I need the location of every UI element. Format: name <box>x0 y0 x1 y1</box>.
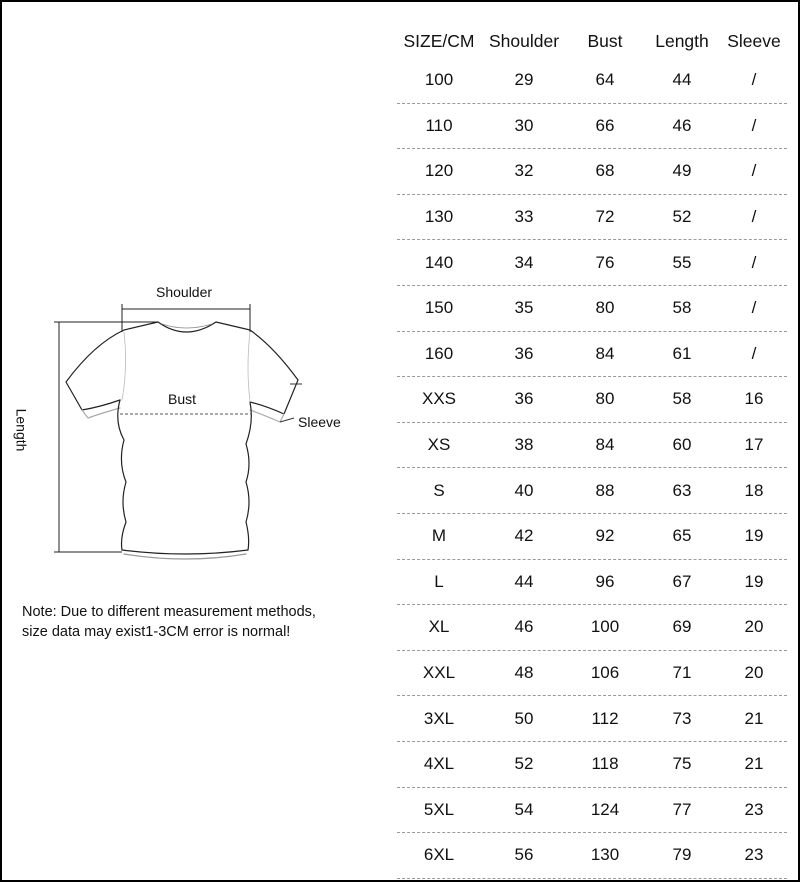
table-row <box>397 104 787 150</box>
cell-size: XS <box>427 435 451 455</box>
cell-length: 46 <box>672 115 692 135</box>
cell-sleeve: / <box>751 70 757 90</box>
cell-sleeve: 16 <box>744 389 764 409</box>
cell-length: 60 <box>672 435 692 455</box>
shoulder-label: Shoulder <box>156 284 213 300</box>
cell-size: 6XL <box>423 845 455 865</box>
table-row <box>397 833 787 879</box>
column-header-sleeve: Sleeve <box>727 30 781 51</box>
note-line-2: size data may exist1-3CM error is normal! <box>22 624 291 640</box>
cell-bust: 80 <box>595 389 615 409</box>
tshirt-measurement-diagram <box>2 272 382 572</box>
cell-length: 58 <box>672 389 692 409</box>
cell-bust: 84 <box>595 435 615 455</box>
cell-size: 130 <box>424 207 454 227</box>
table-row <box>397 240 787 286</box>
cell-length: 63 <box>672 480 692 500</box>
note-line-1: Note: Due to different measurement methods, <box>22 604 316 620</box>
cell-length: 69 <box>672 617 692 637</box>
cell-size: 5XL <box>423 799 455 819</box>
table-row <box>397 286 787 332</box>
cell-length: 58 <box>672 298 692 318</box>
table-body <box>397 58 787 879</box>
sleeve-label: Sleeve <box>298 414 341 430</box>
measurement-note <box>22 602 382 642</box>
cell-shoulder: 30 <box>514 115 534 135</box>
cell-length: 55 <box>672 252 692 272</box>
bust-label: Bust <box>168 391 197 407</box>
cell-length: 65 <box>672 526 692 546</box>
size-table <box>397 24 787 879</box>
cell-shoulder: 54 <box>514 799 534 819</box>
cell-sleeve: 23 <box>744 845 764 865</box>
table-row <box>397 651 787 697</box>
cell-sleeve: 21 <box>744 754 764 774</box>
cell-length: 52 <box>672 207 692 227</box>
cell-size: XXS <box>421 389 457 409</box>
cell-bust: 96 <box>595 571 615 591</box>
cell-shoulder: 35 <box>514 298 534 318</box>
cell-bust: 72 <box>595 207 615 227</box>
cell-shoulder: 56 <box>514 845 534 865</box>
cell-sleeve: 19 <box>744 571 764 591</box>
cell-sleeve: 21 <box>744 708 764 728</box>
cell-length: 44 <box>672 70 692 90</box>
table-row <box>397 468 787 514</box>
cell-sleeve: 17 <box>744 435 764 455</box>
table-row <box>397 195 787 241</box>
cell-shoulder: 36 <box>514 343 534 363</box>
cell-shoulder: 50 <box>514 708 534 728</box>
cell-sleeve: 20 <box>744 617 764 637</box>
cell-bust: 124 <box>590 799 620 819</box>
cell-size: M <box>431 526 447 546</box>
cell-size: XL <box>428 617 450 637</box>
cell-shoulder: 44 <box>514 571 534 591</box>
cell-bust: 112 <box>591 708 619 728</box>
cell-sleeve: / <box>751 298 757 318</box>
cell-bust: 106 <box>590 663 620 683</box>
cell-size: 160 <box>424 343 454 363</box>
cell-size: 100 <box>424 70 454 90</box>
length-label: Length <box>13 408 30 452</box>
cell-bust: 118 <box>591 754 619 774</box>
table-row <box>397 560 787 606</box>
cell-bust: 80 <box>595 298 615 318</box>
cell-size: 120 <box>424 161 454 181</box>
table-row <box>397 605 787 651</box>
cell-shoulder: 29 <box>514 70 534 90</box>
table-row <box>397 514 787 560</box>
cell-bust: 68 <box>595 161 615 181</box>
cell-length: 49 <box>672 161 692 181</box>
cell-shoulder: 46 <box>514 617 534 637</box>
cell-size: 3XL <box>423 708 455 728</box>
cell-length: 79 <box>672 845 692 865</box>
cell-length: 71 <box>672 663 692 683</box>
column-header-length: Length <box>655 30 709 51</box>
cell-size: L <box>434 571 444 591</box>
cell-size: 140 <box>424 252 454 272</box>
cell-shoulder: 52 <box>514 754 534 774</box>
cell-size: 4XL <box>423 754 455 774</box>
cell-shoulder: 38 <box>514 435 534 455</box>
column-header-bust: Bust <box>587 30 623 51</box>
cell-length: 75 <box>672 754 692 774</box>
cell-shoulder: 32 <box>514 161 534 181</box>
cell-bust: 92 <box>595 526 615 546</box>
cell-sleeve: / <box>751 252 757 272</box>
cell-bust: 76 <box>595 252 615 272</box>
cell-shoulder: 33 <box>514 207 534 227</box>
cell-bust: 66 <box>595 115 615 135</box>
cell-sleeve: / <box>751 343 757 363</box>
cell-sleeve: / <box>751 207 757 227</box>
cell-shoulder: 36 <box>514 389 534 409</box>
table-header <box>397 24 787 58</box>
cell-bust: 130 <box>590 845 620 865</box>
table-row <box>397 742 787 788</box>
cell-sleeve: 20 <box>744 663 764 683</box>
cell-size: XXL <box>422 663 456 683</box>
cell-sleeve: 18 <box>744 480 764 500</box>
cell-sleeve: / <box>751 161 757 181</box>
cell-shoulder: 34 <box>514 252 534 272</box>
table-row <box>397 423 787 469</box>
table-row <box>397 377 787 423</box>
table-row <box>397 788 787 834</box>
cell-sleeve: / <box>751 115 757 135</box>
cell-length: 61 <box>672 343 692 363</box>
cell-bust: 88 <box>595 480 615 500</box>
cell-size: S <box>433 480 445 500</box>
cell-size: 150 <box>424 298 454 318</box>
cell-length: 77 <box>672 799 692 819</box>
table-row <box>397 696 787 742</box>
table-row <box>397 332 787 378</box>
cell-bust: 64 <box>595 70 615 90</box>
column-header-size: SIZE/CM <box>403 30 475 51</box>
table-row <box>397 149 787 195</box>
cell-shoulder: 48 <box>514 663 534 683</box>
column-header-shoulder: Shoulder <box>488 30 560 51</box>
cell-length: 67 <box>672 571 692 591</box>
cell-sleeve: 19 <box>744 526 764 546</box>
cell-length: 73 <box>672 708 692 728</box>
cell-shoulder: 42 <box>514 526 534 546</box>
cell-bust: 100 <box>590 617 620 637</box>
cell-size: 110 <box>425 115 453 135</box>
cell-shoulder: 40 <box>514 480 534 500</box>
table-row <box>397 58 787 104</box>
cell-sleeve: 23 <box>744 799 764 819</box>
cell-bust: 84 <box>595 343 615 363</box>
